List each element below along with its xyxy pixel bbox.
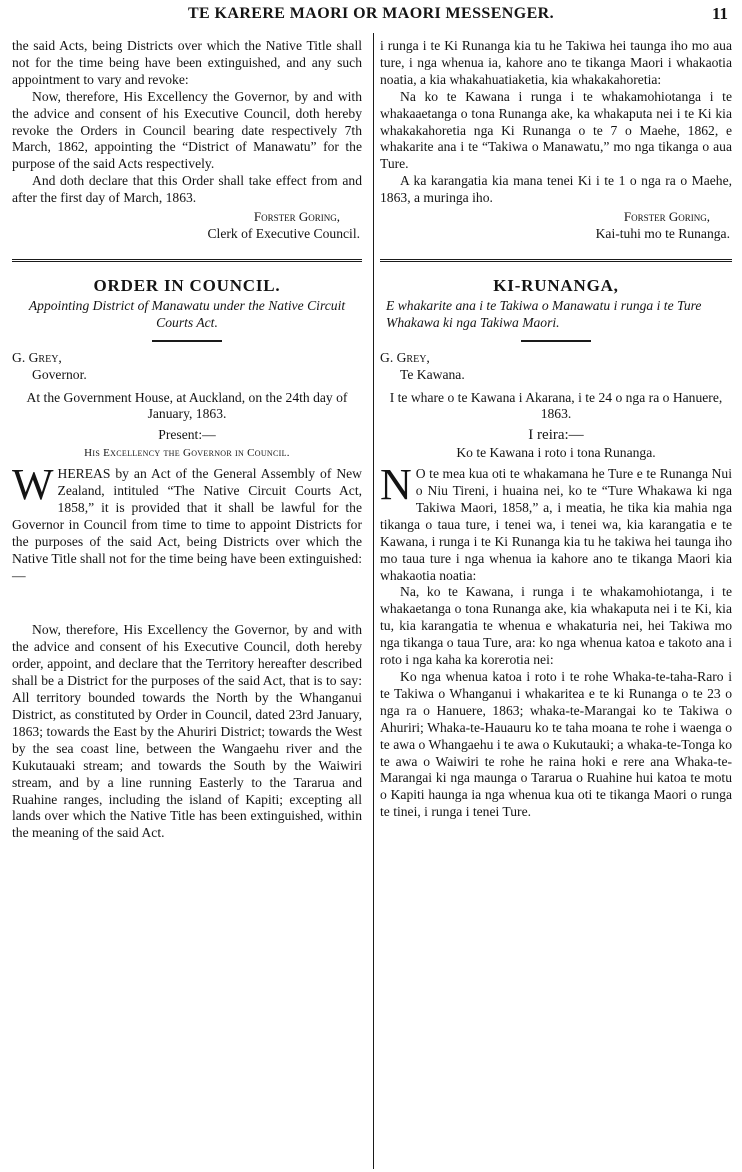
revocation-paragraph: Now, therefore, His Excellency the Governor, by and with the advice and consent of his Executive Council, doth hereby revoke the Orders in Council bearing date respectively 7th March, 1862, appointing the “District of Manawatu” for the purpose of the said Acts respectively.	[12, 88, 362, 172]
column-divider	[373, 33, 374, 1169]
continued-paragraph: the said Acts, being Districts over which the Native Title shall not for the time being have been extinguished, and any such appointment to vary and revoke:	[12, 38, 362, 87]
present-label: Present:—	[158, 427, 216, 443]
signatory-name-maori: Forster Goring,	[623, 209, 710, 225]
ireira-label: I reira:—	[528, 427, 584, 444]
short-rule-maori	[521, 340, 591, 342]
english-column	[12, 38, 362, 842]
governor-title: Governor.	[32, 366, 87, 382]
council-line-maori: Ko te Kawana i roto i tona Runanga.	[456, 445, 656, 461]
order-title: ORDER IN COUNCIL.	[93, 275, 281, 295]
order-subtitle: Appointing District of Manawatu under the Native Circuit Courts Act.	[28, 297, 346, 330]
no-paragraph	[380, 460, 732, 584]
whereas-text: HEREAS by an Act of the General Assembly of New Zealand, intituled “The Native Circuit Courts Act, 1858,” it is provided that it shall be lawful for the Governor in Council from time to time to appoint Districts for the purposes of the said Act, being Districts over which the Native Title shall not for the time being have been extinguished:—	[12, 466, 362, 583]
newspaper-title: TE KARERE MAORI OR MAORI MESSENGER.	[187, 5, 555, 22]
governor-title-maori: Te Kawana.	[400, 366, 465, 382]
signatory-title: Clerk of Executive Council.	[207, 225, 360, 241]
effect-date-paragraph: And doth declare that this Order shall take effect from and after the first day of March, 1863.	[12, 173, 362, 206]
order-title-maori: KI-RUNANGA,	[493, 275, 619, 295]
signatory-name: Forster Goring,	[253, 209, 340, 225]
council-line: His Excellency the Governor in Council.	[84, 447, 290, 460]
continued-paragraph-maori: i runga i te Ki Runanga kia tu he Takiwa hei taunga iho mo aua ture, i nga whenua ia, kahore ano te tikanga Maori i whakaotia noatia, a kia whakahuatiaketia, kia whakakahoretia:	[380, 38, 732, 87]
order-paragraph: Now, therefore, His Excellency the Governor, by and with the advice and consent of his Executive Council, doth hereby order, appoint, and declare that the Territory hereafter described shall be a District for the purposes of the said Act, that is to say: All territory bounded towards the North by the Whanganui District, as constituted by Order in Council, dated 23rd January, 1863; towards the East by the Ahuriri District; towards the West by the sea coast line, between the Wangaehu river and the Kukutauaki stream; and towards the South by the Waiwiri stream, and by a line running Easterly to the Tararua and Ruahine ranges, including the island of Kapiti; excepting all lands over which the Native Title has been extinguished, within the meaning of the said Act.	[12, 622, 362, 841]
revocation-paragraph-maori: Na ko te Kawana i runga i te whakamohiotanga i te whakaaetanga o tona Runanga ake, ka whakaputa nei i te Ki kia whakakahoretia nga Ki Runanga o te 7 o Maehe, 1862, e whakarite ana i te “Takiwa o Manawatu,” mo nga tikanga o aua Ture.	[380, 88, 732, 172]
location-date: At the Government House, at Auckland, on the 24th day of January, 1863.	[26, 389, 348, 422]
effect-date-paragraph-maori: A ka karangatia kia mana tenei Ki i te 1 o nga ra o Maehe, 1863, a muringa iho.	[380, 173, 732, 206]
page-number: 11	[711, 4, 728, 23]
location-date-maori: I te whare o te Kawana i Akarana, i te 24 o nga ra o Hanuere, 1863.	[389, 389, 723, 422]
no-text: O te mea kua oti te whakamana he Ture e te Runanga Nui o Niu Tireni, i huaina nei, ko te “Ture Whakawa ki nga Takiwa Maori, 1858,” a, i meatia, he tika kia mahia nga tikanga o taua ture, i tenei wa, i tenei wa, kia karangatia e te Kawana, i runga i te Ki Runanga kia tu he takiwa hei taunga iho mo taua ture i nga whenua ia kahore ano te tikanga Maori kia whakaotia noatia:	[380, 466, 732, 583]
short-rule	[152, 340, 222, 342]
governor-name: G. Grey,	[12, 349, 62, 365]
drop-cap: W	[12, 460, 54, 510]
page-header	[0, 0, 742, 30]
drop-cap-maori: N	[380, 460, 412, 510]
section-divider-maori	[380, 259, 732, 262]
maori-column	[380, 38, 732, 821]
signatory-title-maori: Kai-tuhi mo te Runanga.	[595, 225, 730, 241]
na-paragraph: Na, ko te Kawana, i runga i te whakamohiotanga, i te whakaetanga o tona Runanga ake, kia whakaputa nei i te Ki, kia tu, kia karangatia te whenua e whakaturia nei, hei Takiwa mo nga tikanga o taua Ture, ara: ko nga whenua katoa e takoto ana i roto i nga kaha ka korerotia nei:	[380, 584, 732, 668]
spacer	[12, 584, 362, 622]
section-divider	[12, 259, 362, 262]
whereas-paragraph	[12, 460, 362, 584]
order-subtitle-maori: E whakarite ana i te Takiwa o Manawatu i runga i te Ture Whakawa ki nga Takiwa Maori.	[386, 297, 702, 330]
governor-name-maori: G. Grey,	[380, 349, 430, 365]
boundary-paragraph: Ko nga whenua katoa i roto i te rohe Whaka-te-taha-Raro i te Takiwa o Whanganui i whakaritea e te ki Runanga o te 23 o nga ra o Hanuere, 1863; whaka-te-Marangai ko te Takiwa o Ahuriri; Whaka-te-Hauauru ko te taha moana te rohe i waenga o te awa o Whangaehu i te awa o Kukutauki; a whaka-te-Tonga ko te awa o Waiwiri te rohe he raina hoki e rere ana Whaka-te-Marangai ki nga maunga o Tararua o Ruahine hui katoa te motu o Kapiti haunga ia nga whenua kua oti te tikanga Maori o runga te tinei, i runga i tenei Ture.	[380, 669, 732, 820]
